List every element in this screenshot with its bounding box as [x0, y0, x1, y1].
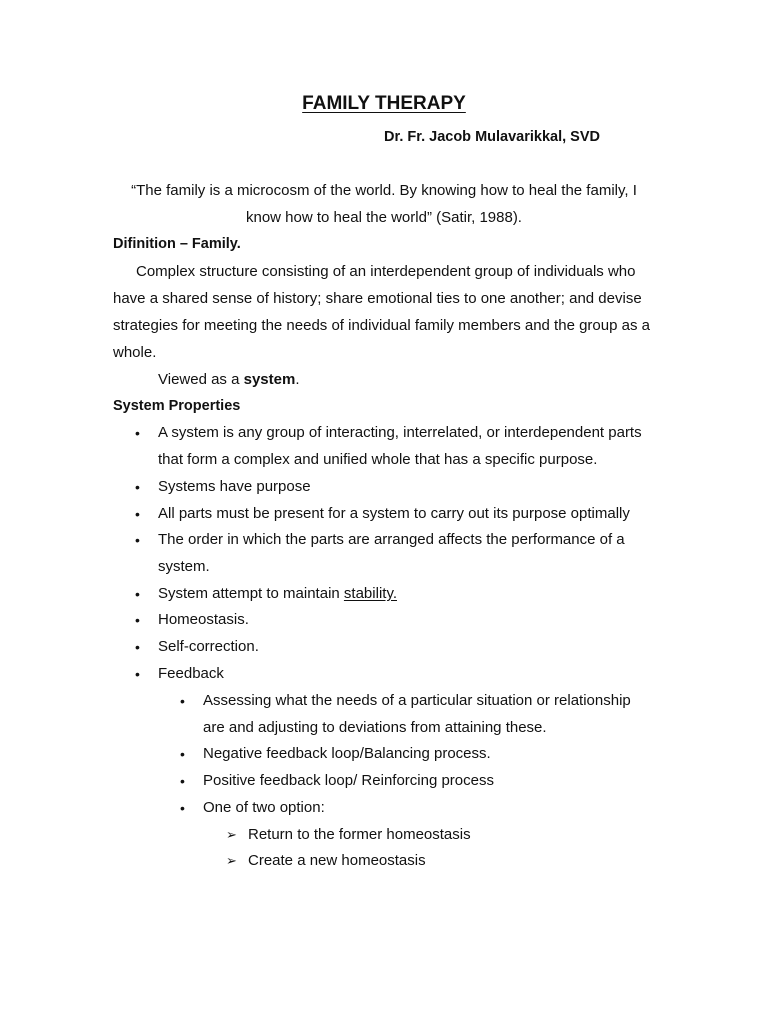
definition-heading: Difinition – Family. — [113, 236, 241, 252]
bullet-icon: • — [135, 666, 140, 682]
list-item: Systems have purpose — [158, 478, 311, 495]
system-properties-heading: System Properties — [113, 398, 241, 414]
bullet-icon: • — [180, 773, 185, 789]
list-item-text: System attempt to maintain — [158, 585, 344, 602]
bullet-icon: • — [135, 639, 140, 655]
definition-line-1: Complex structure consisting of an interdependent group of individuals who — [136, 263, 636, 280]
list-item: All parts must be present for a system to carry out its purpose optimally — [158, 505, 630, 522]
viewed-bold: system — [243, 371, 296, 388]
underlined-term: stability. — [343, 585, 397, 602]
page-title: FAMILY THERAPY — [302, 93, 466, 114]
bullet-icon: • — [135, 479, 140, 495]
list-item: Feedback — [158, 665, 224, 682]
sub-list-item: Negative feedback loop/Balancing process. — [203, 745, 491, 762]
list-item-continuation: system. — [158, 558, 210, 575]
sub-list-item-continuation: are and adjusting to deviations from attaining these. — [203, 719, 547, 736]
definition-line-2: have a shared sense of history; share emotional ties to one another; and devise — [113, 290, 642, 307]
viewed-suffix: . — [295, 371, 300, 388]
list-item-continuation: that form a complex and unified whole that has a specific purpose. — [158, 451, 598, 468]
list-item — [158, 586, 397, 601]
bullet-icon: • — [180, 746, 185, 762]
definition-line-3: strategies for meeting the needs of individual family members and the group as a — [113, 317, 650, 334]
sub-list-item: Assessing what the needs of a particular situation or relationship — [203, 692, 631, 709]
list-item: Self-correction. — [158, 638, 259, 655]
bullet-icon: • — [135, 425, 140, 441]
bullet-icon: • — [180, 693, 185, 709]
arrow-bullet-icon: ➢ — [226, 827, 237, 842]
bullet-icon: • — [180, 800, 185, 816]
author-line: Dr. Fr. Jacob Mulavarikkal, SVD — [384, 129, 600, 145]
bullet-icon: • — [135, 586, 140, 602]
sub-list-item: Positive feedback loop/ Reinforcing process — [203, 772, 494, 789]
definition-line-4: whole. — [113, 344, 157, 361]
list-item: A system is any group of interacting, interrelated, or interdependent parts — [158, 424, 642, 441]
arrow-bullet-icon: ➢ — [226, 853, 237, 868]
quote-line-2: know how to heal the world” (Satir, 1988). — [246, 209, 522, 226]
list-item: The order in which the parts are arranged affects the performance of a — [158, 531, 625, 548]
list-item: Homeostasis. — [158, 611, 249, 628]
option-item: Create a new homeostasis — [248, 852, 426, 869]
bullet-icon: • — [135, 506, 140, 522]
viewed-prefix: Viewed as a — [158, 371, 244, 388]
bullet-icon: • — [135, 612, 140, 628]
sub-list-item: One of two option: — [203, 799, 325, 816]
quote-line-1: “The family is a microcosm of the world. By knowing how to heal the family, I — [131, 182, 637, 199]
bullet-icon: • — [135, 532, 140, 548]
option-item: Return to the former homeostasis — [248, 826, 471, 843]
viewed-as-system — [158, 372, 300, 387]
